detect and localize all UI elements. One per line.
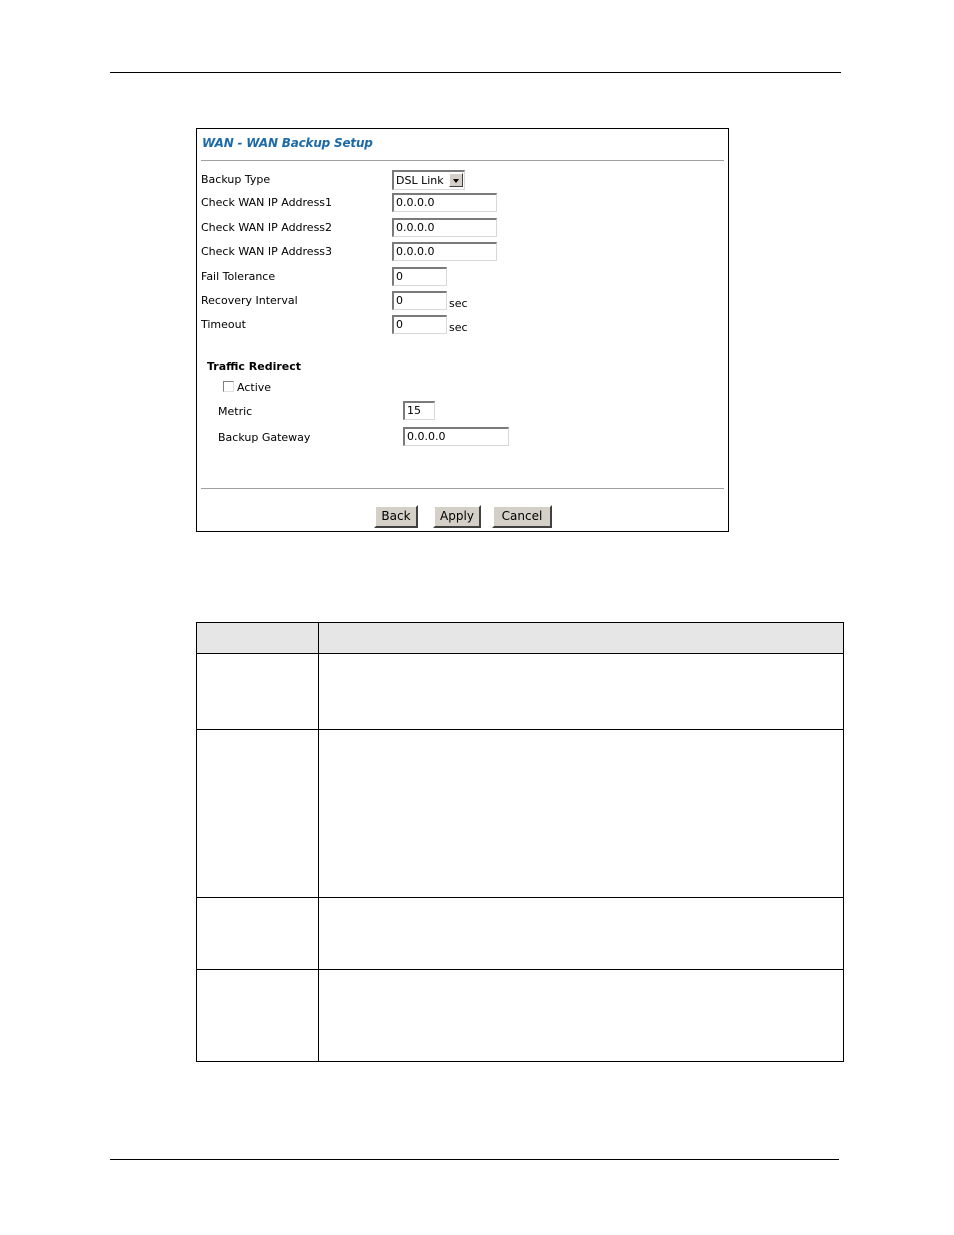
backup-type-label: Backup Type: [201, 173, 271, 186]
backup-type-select[interactable]: [392, 170, 465, 190]
table-row: [197, 970, 844, 1062]
table-row: [197, 730, 844, 898]
chevron-down-icon[interactable]: [449, 173, 463, 187]
header-rule: [110, 72, 841, 73]
table-cell-label: [197, 970, 319, 1062]
check-wan-ip3-label: Check WAN IP Address3: [201, 245, 333, 258]
field-description-table: [196, 622, 844, 1062]
check-wan-ip2-label: Check WAN IP Address2: [201, 221, 333, 234]
table-header-description-cell: [319, 623, 844, 654]
table-header-label-cell: [197, 623, 319, 654]
check-wan-ip1-input[interactable]: 0.0.0.0: [392, 193, 497, 212]
metric-input[interactable]: 15: [403, 401, 435, 420]
recovery-interval-unit: sec: [449, 297, 468, 310]
backup-gateway-label: Backup Gateway: [218, 431, 311, 444]
table-cell-label: [197, 654, 319, 730]
title-divider: [201, 160, 724, 161]
timeout-label: Timeout: [201, 318, 246, 331]
table-header-row: [197, 623, 844, 654]
recovery-interval-label: Recovery Interval: [201, 294, 298, 307]
table-cell-description: [319, 970, 844, 1062]
recovery-interval-input[interactable]: 0: [392, 291, 447, 310]
active-label: Active: [237, 381, 272, 394]
check-wan-ip2-input[interactable]: 0.0.0.0: [392, 218, 497, 237]
check-wan-ip1-label: Check WAN IP Address1: [201, 196, 333, 209]
table-cell-label: [197, 898, 319, 970]
check-wan-ip3-input[interactable]: 0.0.0.0: [392, 242, 497, 261]
traffic-redirect-title: Traffic Redirect: [207, 360, 301, 373]
apply-button[interactable]: Apply: [433, 505, 481, 528]
back-button[interactable]: Back: [374, 505, 418, 528]
timeout-input[interactable]: 0: [392, 315, 447, 334]
cancel-button[interactable]: Cancel: [492, 505, 552, 528]
table-row: [197, 898, 844, 970]
buttons-divider: [201, 488, 724, 489]
footer-rule: [110, 1159, 839, 1160]
fail-tolerance-label: Fail Tolerance: [201, 270, 276, 283]
table-cell-description: [319, 730, 844, 898]
timeout-unit: sec: [449, 321, 468, 334]
wan-backup-panel: [196, 128, 729, 532]
metric-label: Metric: [218, 405, 253, 418]
panel-title: WAN - WAN Backup Setup: [202, 136, 373, 150]
table-cell-description: [319, 898, 844, 970]
active-checkbox[interactable]: [223, 381, 234, 392]
table-cell-description: [319, 654, 844, 730]
backup-gateway-input[interactable]: 0.0.0.0: [403, 427, 509, 446]
fail-tolerance-input[interactable]: 0: [392, 267, 447, 286]
table-cell-label: [197, 730, 319, 898]
table-row: [197, 654, 844, 730]
backup-type-value: DSL Link: [396, 174, 444, 187]
